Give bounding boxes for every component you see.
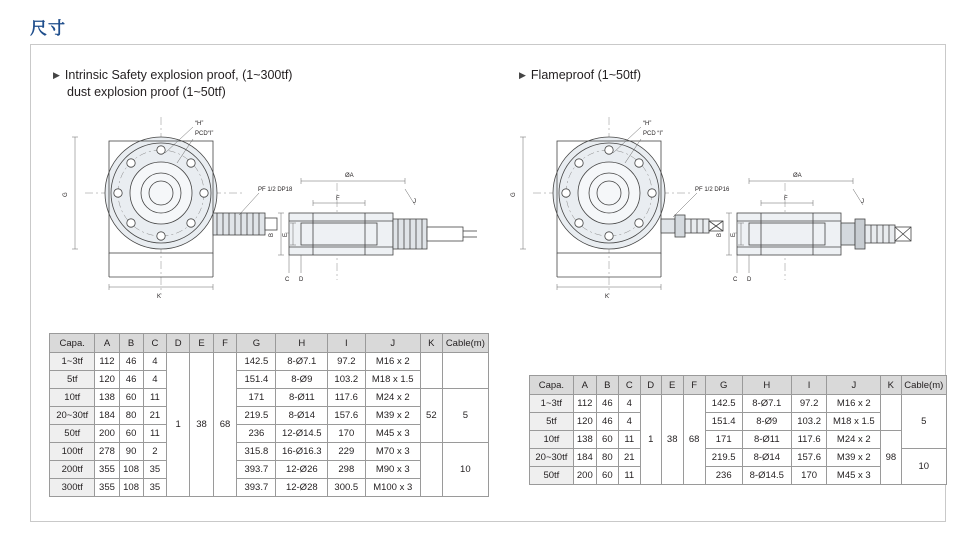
cell-b: 60 <box>119 389 143 407</box>
cell-k-blank <box>420 443 442 497</box>
cell-a: 138 <box>573 431 596 449</box>
heading-line-2: dust explosion proof (1~50tf) <box>67 85 226 99</box>
cell-h: 8-Ø11 <box>276 389 328 407</box>
cell-h: 8-Ø9 <box>276 371 328 389</box>
th-capa: Capa. <box>50 334 95 353</box>
cell-i: 97.2 <box>328 353 365 371</box>
cell-k: 52 <box>420 389 442 443</box>
cell-g: 151.4 <box>705 413 742 431</box>
label-j: J <box>413 199 416 205</box>
cell-i: 117.6 <box>791 431 827 449</box>
cell-capa: 50tf <box>50 425 95 443</box>
th-a: A <box>95 334 119 353</box>
cell-capa: 200tf <box>50 461 95 479</box>
heading-line-1: Flameproof (1~50tf) <box>530 68 642 82</box>
th-b: B <box>119 334 143 353</box>
cell-a: 120 <box>95 371 119 389</box>
label-k: K <box>605 294 610 300</box>
cell-b: 108 <box>119 461 143 479</box>
cell-e: 38 <box>661 395 683 485</box>
cell-i: 97.2 <box>791 395 827 413</box>
label-b: B <box>717 232 723 237</box>
cell-h: 16-Ø16.3 <box>276 443 328 461</box>
cell-a: 112 <box>573 395 596 413</box>
cell-i: 103.2 <box>328 371 365 389</box>
cell-capa: 10tf <box>50 389 95 407</box>
cell-j: M100 x 3 <box>365 479 420 497</box>
bullet-triangle-icon: ▶ <box>519 70 526 80</box>
cell-j: M45 x 3 <box>365 425 420 443</box>
cell-b: 108 <box>119 479 143 497</box>
cell-h: 8-Ø9 <box>742 413 791 431</box>
th-j: J <box>827 376 881 395</box>
table-row <box>530 431 947 449</box>
cell-i: 170 <box>791 467 827 485</box>
label-d: D <box>299 277 304 283</box>
cell-h: 12-Ø28 <box>276 479 328 497</box>
th-i: I <box>791 376 827 395</box>
cell-b: 46 <box>119 371 143 389</box>
cell-b: 60 <box>596 467 618 485</box>
drawing-flameproof <box>501 105 941 330</box>
cell-b: 90 <box>119 443 143 461</box>
label-e: E <box>731 232 737 237</box>
cell-a: 278 <box>95 443 119 461</box>
heading-line-1: Intrinsic Safety explosion proof, (1~300tf) <box>64 68 293 82</box>
cell-j: M39 x 2 <box>365 407 420 425</box>
cell-c: 11 <box>618 467 640 485</box>
spec-table-intrinsic <box>49 333 489 497</box>
cell-g: 393.7 <box>237 461 276 479</box>
th-d: D <box>167 334 190 353</box>
cell-cable: 5 <box>901 395 946 449</box>
cell-b: 46 <box>596 413 618 431</box>
cell-a: 120 <box>573 413 596 431</box>
cell-g: 393.7 <box>237 479 276 497</box>
cell-j: M18 x 1.5 <box>827 413 881 431</box>
cell-a: 200 <box>573 467 596 485</box>
bullet-triangle-icon: ▶ <box>53 70 60 80</box>
label-port: PF 1/2 DP16 <box>695 187 730 193</box>
th-e: E <box>190 334 214 353</box>
cell-f: 68 <box>213 353 237 497</box>
cell-g: 236 <box>705 467 742 485</box>
th-g: G <box>705 376 742 395</box>
cell-b: 60 <box>119 425 143 443</box>
cell-g: 219.5 <box>705 449 742 467</box>
cell-d: 1 <box>167 353 190 497</box>
th-cable: Cable(m) <box>901 376 946 395</box>
drawing-intrinsic-safety <box>53 105 493 330</box>
cell-c: 21 <box>618 449 640 467</box>
table-row <box>530 395 947 413</box>
cell-b: 46 <box>119 353 143 371</box>
th-f: F <box>683 376 705 395</box>
cell-g: 315.8 <box>237 443 276 461</box>
cell-c: 4 <box>143 353 167 371</box>
cell-capa: 20~30tf <box>50 407 95 425</box>
cell-k: 98 <box>881 431 901 485</box>
cell-capa: 10tf <box>530 431 574 449</box>
cell-g: 142.5 <box>237 353 276 371</box>
cell-j: M45 x 3 <box>827 467 881 485</box>
cell-capa: 5tf <box>530 413 574 431</box>
cell-b: 60 <box>596 431 618 449</box>
cell-i: 170 <box>328 425 365 443</box>
th-h: H <box>276 334 328 353</box>
table-row <box>50 443 489 461</box>
cell-cable: 10 <box>901 449 946 485</box>
cell-capa: 20~30tf <box>530 449 574 467</box>
cell-a: 184 <box>95 407 119 425</box>
cell-h: 12-Ø26 <box>276 461 328 479</box>
th-cable: Cable(m) <box>442 334 488 353</box>
cell-h: 8-Ø11 <box>742 431 791 449</box>
label-dia-a: ØA <box>345 173 354 179</box>
label-f: F <box>336 196 340 202</box>
cell-cable: 5 <box>442 389 488 443</box>
th-c: C <box>618 376 640 395</box>
label-h: “H” <box>643 121 652 127</box>
th-f: F <box>213 334 237 353</box>
label-c: C <box>733 277 738 283</box>
cell-c: 4 <box>618 413 640 431</box>
cell-g: 236 <box>237 425 276 443</box>
spec-table-flameproof <box>529 375 947 485</box>
cell-c: 4 <box>143 371 167 389</box>
cell-j: M39 x 2 <box>827 449 881 467</box>
cell-i: 229 <box>328 443 365 461</box>
cell-b: 46 <box>596 395 618 413</box>
cell-g: 171 <box>237 389 276 407</box>
cell-a: 355 <box>95 479 119 497</box>
th-h: H <box>742 376 791 395</box>
th-a: A <box>573 376 596 395</box>
th-b: B <box>596 376 618 395</box>
cell-h: 8-Ø14 <box>276 407 328 425</box>
cell-j: M18 x 1.5 <box>365 371 420 389</box>
cell-c: 11 <box>143 425 167 443</box>
cell-j: M24 x 2 <box>827 431 881 449</box>
th-c: C <box>143 334 167 353</box>
label-c: C <box>285 277 290 283</box>
label-k: K <box>157 294 162 300</box>
cell-j: M70 x 3 <box>365 443 420 461</box>
cell-j: M16 x 2 <box>365 353 420 371</box>
cell-c: 35 <box>143 479 167 497</box>
cell-i: 103.2 <box>791 413 827 431</box>
cell-i: 298 <box>328 461 365 479</box>
label-g: G <box>511 192 517 197</box>
label-pcd: PCD “I” <box>643 131 663 137</box>
label-g: G <box>63 192 69 197</box>
label-b: B <box>269 232 275 237</box>
th-k: K <box>881 376 901 395</box>
cell-capa: 300tf <box>50 479 95 497</box>
label-h: “H” <box>195 121 204 127</box>
cell-c: 2 <box>143 443 167 461</box>
cell-c: 35 <box>143 461 167 479</box>
table-row <box>50 389 489 407</box>
cell-e: 38 <box>190 353 214 497</box>
cell-g: 219.5 <box>237 407 276 425</box>
section-intrinsic-safety <box>31 45 489 521</box>
cell-c: 11 <box>143 389 167 407</box>
label-e: E <box>283 232 289 237</box>
cell-k-blank <box>420 353 442 389</box>
label-f: F <box>784 196 788 202</box>
label-j: J <box>861 199 864 205</box>
cell-i: 300.5 <box>328 479 365 497</box>
th-g: G <box>237 334 276 353</box>
cell-capa: 5tf <box>50 371 95 389</box>
cell-j: M24 x 2 <box>365 389 420 407</box>
table-header-row <box>530 376 947 395</box>
cell-a: 112 <box>95 353 119 371</box>
cell-b: 80 <box>119 407 143 425</box>
th-capa: Capa. <box>530 376 574 395</box>
table-row <box>50 353 489 371</box>
cell-capa: 50tf <box>530 467 574 485</box>
cell-c: 21 <box>143 407 167 425</box>
section-heading-intrinsic <box>53 67 453 101</box>
cell-a: 138 <box>95 389 119 407</box>
cell-b: 80 <box>596 449 618 467</box>
cell-c: 4 <box>618 395 640 413</box>
th-d: D <box>640 376 661 395</box>
section-heading-flameproof <box>519 67 919 84</box>
th-j: J <box>365 334 420 353</box>
page-title: 尺寸 <box>30 19 66 38</box>
cell-k-blank <box>881 395 901 431</box>
label-d: D <box>747 277 752 283</box>
cell-j: M16 x 2 <box>827 395 881 413</box>
cell-a: 200 <box>95 425 119 443</box>
cell-a: 184 <box>573 449 596 467</box>
cell-i: 117.6 <box>328 389 365 407</box>
th-e: E <box>661 376 683 395</box>
cell-f: 68 <box>683 395 705 485</box>
cell-i: 157.6 <box>791 449 827 467</box>
label-port: PF 1/2 DP18 <box>258 187 293 193</box>
cell-h: 8-Ø7.1 <box>276 353 328 371</box>
th-k: K <box>420 334 442 353</box>
label-pcd: PCD“I” <box>195 131 214 137</box>
cell-capa: 100tf <box>50 443 95 461</box>
cell-d: 1 <box>640 395 661 485</box>
cell-h: 12-Ø14.5 <box>276 425 328 443</box>
cell-h: 8-Ø14 <box>742 449 791 467</box>
table-header-row <box>50 334 489 353</box>
th-i: I <box>328 334 365 353</box>
cell-a: 355 <box>95 461 119 479</box>
cell-g: 171 <box>705 431 742 449</box>
cell-c: 11 <box>618 431 640 449</box>
cell-h: 8-Ø7.1 <box>742 395 791 413</box>
section-flameproof <box>471 45 947 521</box>
label-dia-a: ØA <box>793 173 802 179</box>
cell-i: 157.6 <box>328 407 365 425</box>
cell-capa: 1~3tf <box>530 395 574 413</box>
cell-h: 8-Ø14.5 <box>742 467 791 485</box>
cell-g: 142.5 <box>705 395 742 413</box>
content-panel <box>30 44 946 522</box>
cell-g: 151.4 <box>237 371 276 389</box>
cell-capa: 1~3tf <box>50 353 95 371</box>
cell-j: M90 x 3 <box>365 461 420 479</box>
cell-cable: 10 <box>442 443 488 497</box>
